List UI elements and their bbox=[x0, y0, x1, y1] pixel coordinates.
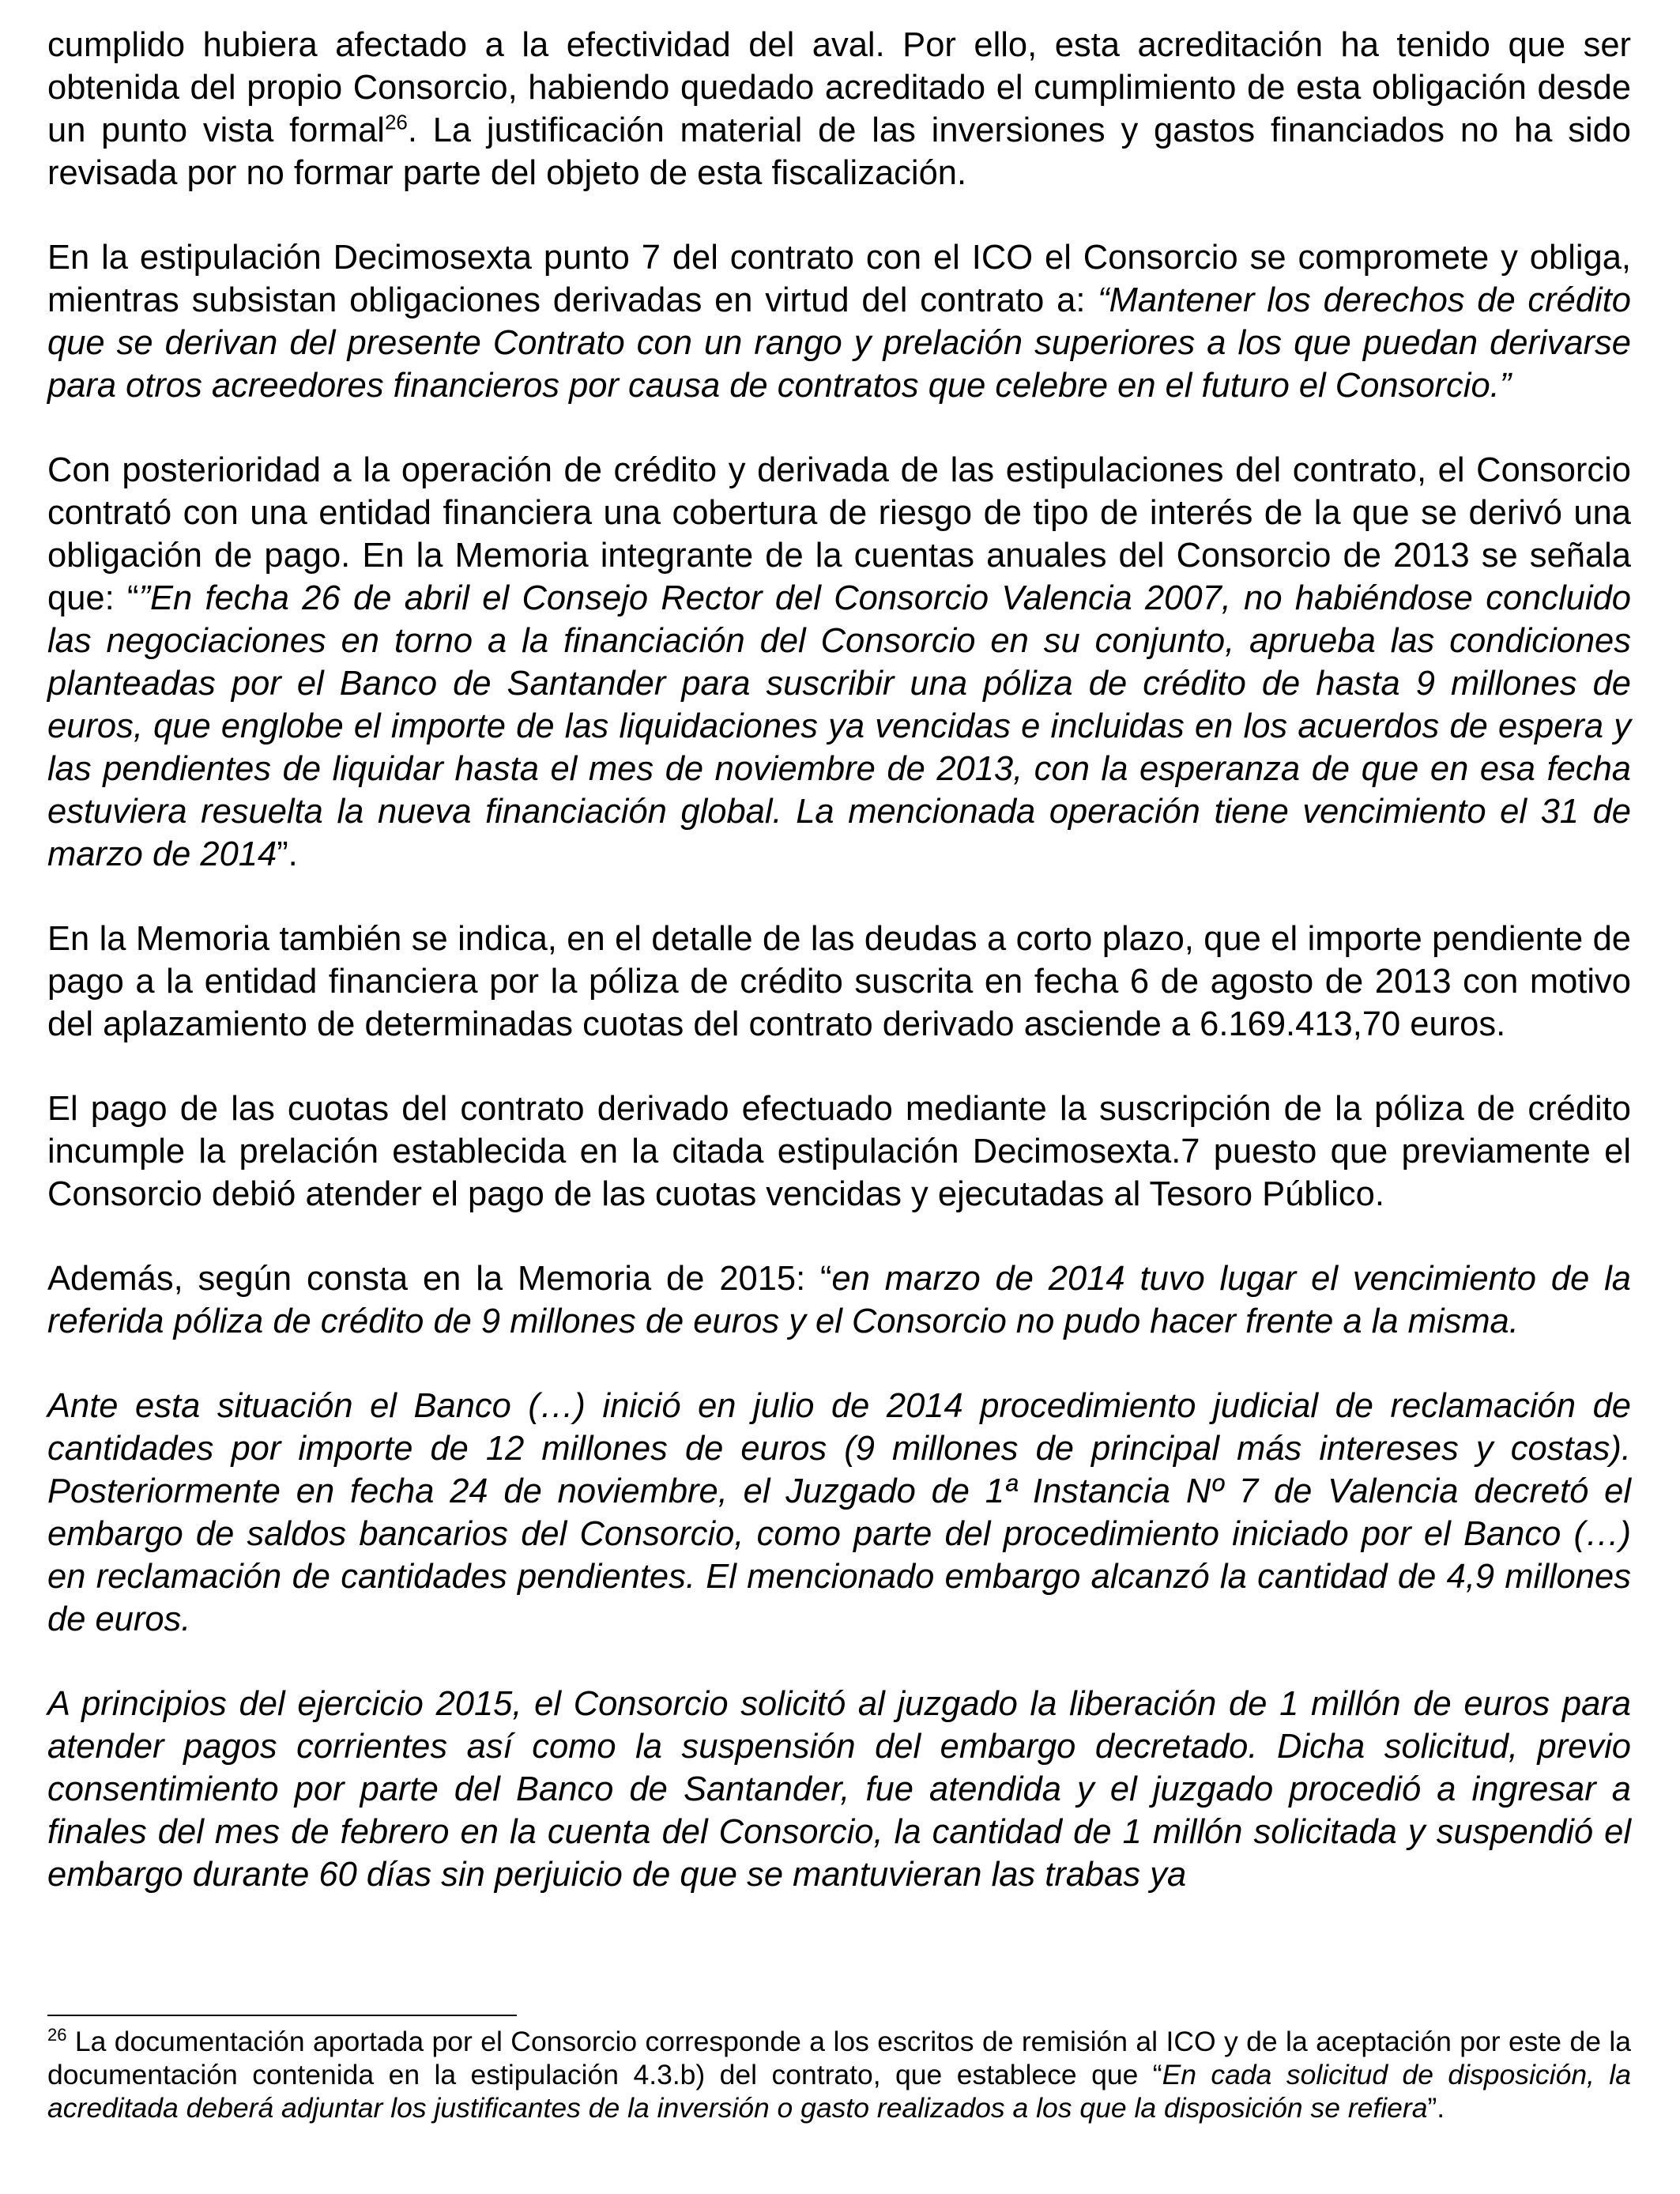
paragraph-6 bbox=[47, 1257, 1631, 1343]
paragraph-8-quote: A principios del ejercicio 2015, el Consorcio solicitó al juzgado la liberación de 1 millón de euros para atender pagos corrientes así como la suspensión del embargo decretado. Dicha solicitud, previo consentimiento por parte del Banco de Santander, fue atendida y el juzgado procedió a ingresar a finales del mes de febrero en la cuenta del Consorcio, la cantidad de 1 millón solicitada y suspendió el embargo durante 60 días sin perjuicio de que se mantuvieran las trabas ya bbox=[47, 1685, 1631, 1894]
paragraph-4 bbox=[47, 918, 1631, 1046]
paragraph-8 bbox=[47, 1683, 1631, 1896]
paragraph-3-quote: ”En fecha 26 de abril el Consejo Rector del Consorcio Valencia 2007, no habiéndose concluido las negociaciones en torno a la financiación del Consorcio en su conjunto, aprueba las condiciones planteadas por el Banco de Santander para suscribir una póliza de crédito de hasta 9 millones de euros, que englobe el importe de las liquidaciones ya vencidas e incluidas en los acuerdos de espera y las pendientes de liquidar hasta el mes de noviembre de 2013, con la esperanza de que en esa fecha estuviera resuelta la nueva financiación global. La mencionada operación tiene vencimiento el 31 de marzo de 2014 bbox=[47, 579, 1631, 873]
paragraph-2-quote: “Mantener los derechos de crédito que se derivan del presente Contrato con un rango y prelación superiores a los que puedan derivarse para otros acreedores financieros por causa de contratos que celebre en el futuro el Consorcio.” bbox=[47, 281, 1631, 405]
paragraph-4-text: En la Memoria también se indica, en el detalle de las deudas a corto plazo, que el importe pendiente de pago a la entidad financiera por la póliza de crédito suscrita en fecha 6 de agosto de 2013 con motivo del aplazamiento de determinadas cuotas del contrato derivado asciende a 6.169.413,70 euros. bbox=[47, 920, 1631, 1043]
footnote-text: La documentación aportada por el Consorcio corresponde a los escritos de remisión al ICO y de la aceptación por este de la documentación contenida en la estipulación 4.3.b) del contrato, que establece que “ bbox=[47, 2026, 1631, 2090]
paragraph-7-quote: Ante esta situación el Banco (…) inició en julio de 2014 procedimiento judicial de reclamación de cantidades por importe de 12 millones de euros (9 millones de principal más intereses y costas). Posteriormente en fecha 24 de noviembre, el Juzgado de 1ª Instancia Nº 7 de Valencia decretó el embargo de saldos bancarios del Consorcio, como parte del procedimiento iniciado por el Banco (…) en reclamación de cantidades pendientes. El mencionado embargo alcanzó la cantidad de 4,9 millones de euros. bbox=[47, 1387, 1631, 1638]
paragraph-6-quote: en marzo de 2014 tuvo lugar el vencimiento de la referida póliza de crédito de 9 millones de euros y el Consorcio no pudo hacer frente a la misma. bbox=[47, 1260, 1631, 1340]
paragraph-6-text: Además, según consta en la Memoria de 2015: “ bbox=[47, 1260, 832, 1298]
footnote-separator bbox=[47, 2015, 517, 2016]
paragraph-7 bbox=[47, 1385, 1631, 1641]
paragraph-1 bbox=[47, 24, 1631, 194]
paragraph-2 bbox=[47, 236, 1631, 407]
footnote-closing: ”. bbox=[1427, 2092, 1445, 2124]
footnote-26 bbox=[47, 2025, 1631, 2124]
paragraph-3-closing: ”. bbox=[277, 835, 298, 873]
footnote-quote: En cada solicitud de disposición, la acreditada deberá adjuntar los justificantes de la inversión o gasto realizados a los que la disposición se refiera bbox=[47, 2059, 1631, 2124]
footnote-ref-26: 26 bbox=[384, 110, 408, 134]
paragraph-1-text-cont: . La justificación material de las inversiones y gastos financiados no ha sido revisada por no formar parte del objeto de esta fiscalización. bbox=[47, 111, 1631, 192]
paragraph-3 bbox=[47, 449, 1631, 876]
paragraph-5 bbox=[47, 1088, 1631, 1216]
document-body bbox=[47, 24, 1631, 1938]
paragraph-1-text: cumplido hubiera afectado a la efectividad del aval. Por ello, esta acreditación ha tenido que ser obtenida del propio Consorcio, habiendo quedado acreditado el cumplimiento de esta obligación desde un punto vista formal bbox=[47, 26, 1631, 149]
footnote-number: 26 bbox=[47, 2025, 67, 2045]
paragraph-5-text: El pago de las cuotas del contrato derivado efectuado mediante la suscripción de la póliza de crédito incumple la prelación establecida en la citada estipulación Decimosexta.7 puesto que previamente el Consorcio debió atender el pago de las cuotas vencidas y ejecutadas al Tesoro Público. bbox=[47, 1090, 1631, 1213]
paragraph-2-text: En la estipulación Decimosexta punto 7 del contrato con el ICO el Consorcio se compromete y obliga, mientras subsistan obligaciones derivadas en virtud del contrato a: bbox=[47, 239, 1631, 319]
paragraph-3-text: Con posterioridad a la operación de crédito y derivada de las estipulaciones del contrato, el Consorcio contrató con una entidad financiera una cobertura de riesgo de tipo de interés de la que se derivó una obligación de pago. En la Memoria integrante de la cuentas anuales del Consorcio de 2013 se señala que: “ bbox=[47, 451, 1631, 617]
